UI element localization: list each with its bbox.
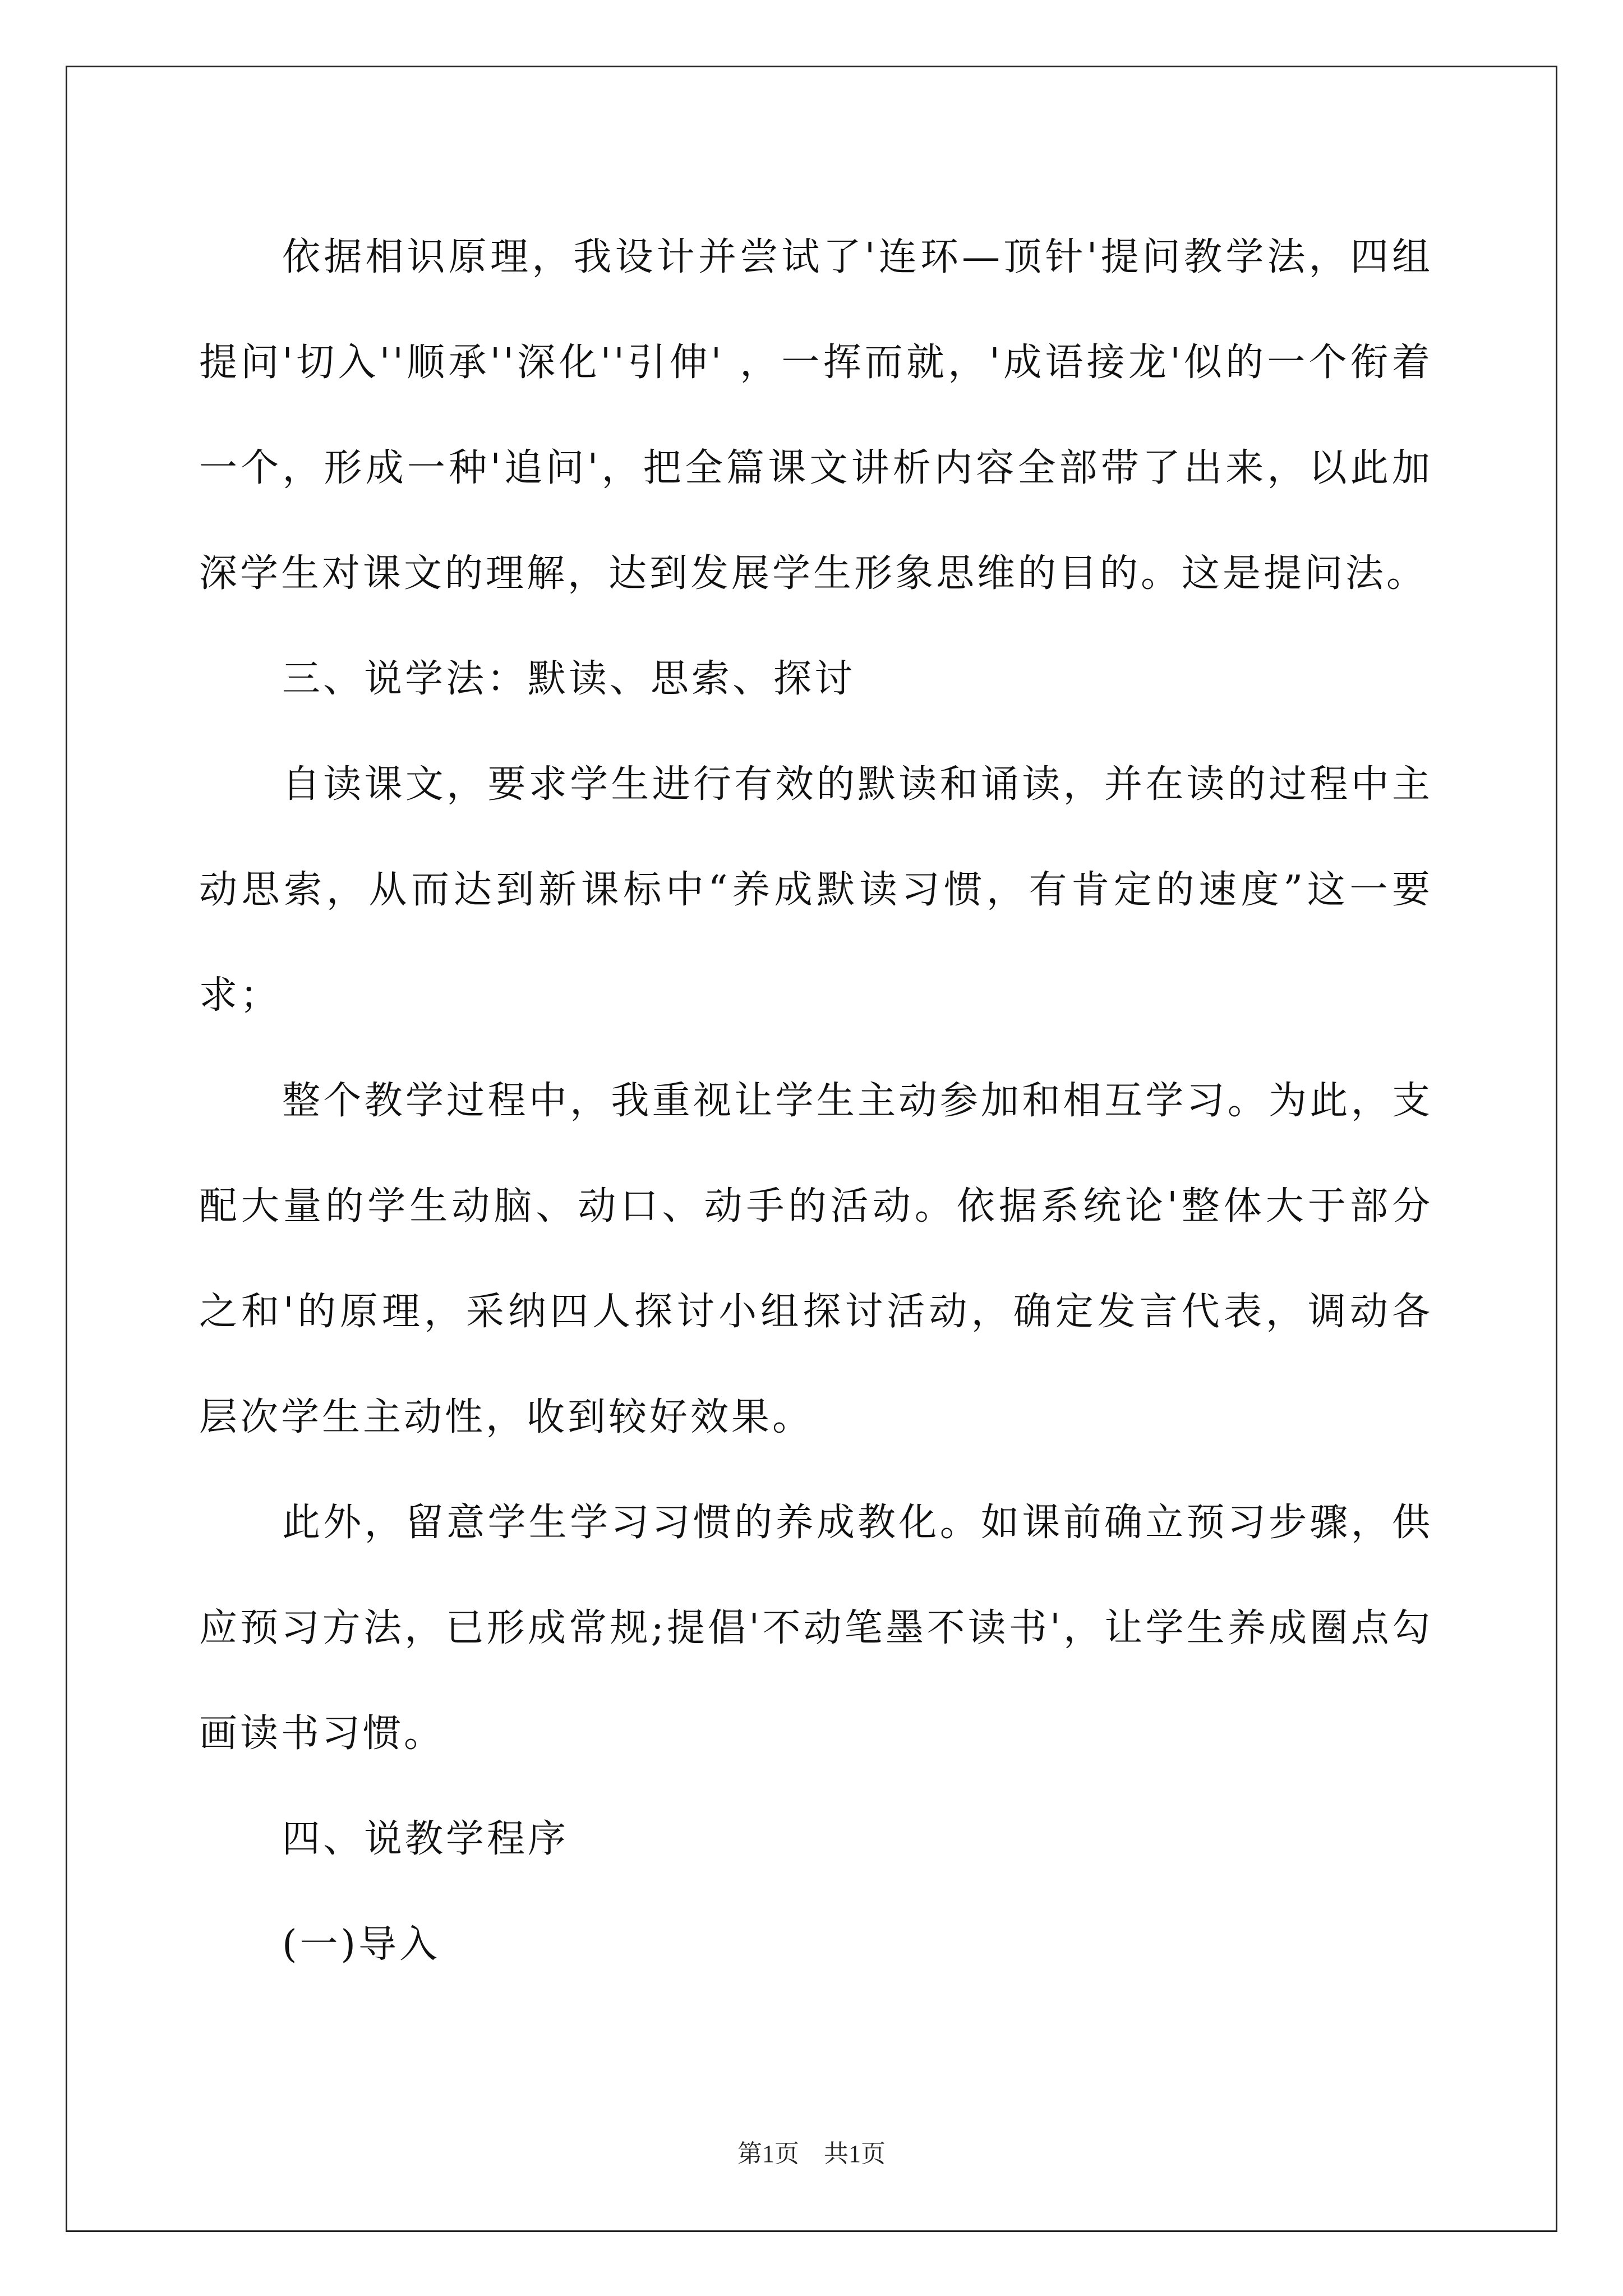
- heading-teaching-procedure: 四、说教学程序: [282, 1817, 569, 1861]
- paragraph-self-reading: 自读课文，要求学生进行有效的默读和诵读，并在读的过程中主动思索，从而达到新课标中“养成默读习惯，有肯定的速度”这一要求；: [199, 762, 1433, 1018]
- heading-study-method: 三、说学法：默读、思索、探讨: [282, 657, 856, 701]
- paragraph-teaching-process: 整个教学过程中，我重视让学生主动参加和相互学习。为此，支配大量的学生动脑、动口、动手的活动。依据系统论'整体大于部分之和'的原理，采纳四人探讨小组探讨活动，确定发言代表，调动各层次学生主动性，收到较好效果。: [199, 1079, 1433, 1439]
- heading-introduction: (一)导入: [282, 1922, 441, 1967]
- paragraph-questioning-method: 依据相识原理，我设计并尝试了'连环—顶针'提问教学法，四组提问'切入''顺承''深化''引伸' ，一挥而就，'成语接龙'似的一个衔着一个，形成一种'追问'，把全篇课文讲析内容全部带了出来，以此加深学生对课文的理解，达到发展学生形象思维的目的。这是提问法。: [199, 235, 1433, 596]
- paragraph-study-habits: 此外，留意学生学习习惯的养成教化。如课前确立预习步骤，供应预习方法，已形成常规;提倡'不动笔墨不读书'，让学生养成圈点勾画读书习惯。: [199, 1501, 1433, 1756]
- page-footer: 第1页 共1页: [737, 2140, 886, 2168]
- document-body: [199, 205, 1433, 1998]
